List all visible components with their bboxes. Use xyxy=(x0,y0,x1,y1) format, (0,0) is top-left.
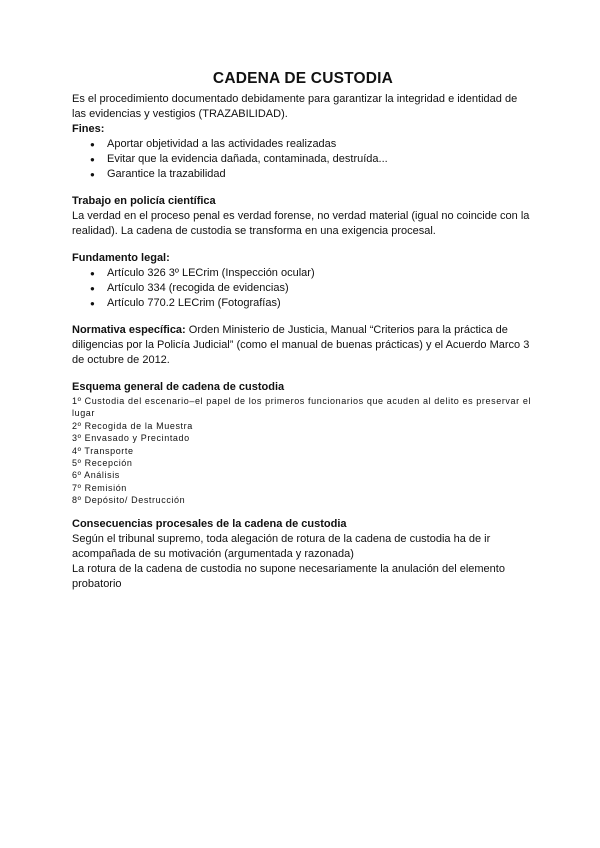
page-title: CADENA DE CUSTODIA xyxy=(212,70,394,87)
list-item: ● Evitar que la evidencia dañada, contaminada, destruída... xyxy=(107,152,534,167)
consecuencias-paragraph: La rotura de la cadena de custodia no supone necesariamente la anulación del elemento probatorio xyxy=(72,562,505,590)
list-item: ● Artículo 326 3º LECrim (Inspección ocular) xyxy=(107,266,534,281)
esquema-heading: Esquema general de cadena de custodia xyxy=(72,381,285,393)
fundamento-list xyxy=(72,266,534,311)
normativa-label: Normativa específica: xyxy=(72,324,186,336)
esquema-step: 3º Envasado y Precintado xyxy=(72,433,190,444)
esquema-step: 2º Recogida de la Muestra xyxy=(72,420,193,431)
fines-heading: Fines: xyxy=(72,123,105,135)
esquema-step: 5º Recepción xyxy=(72,458,133,469)
esquema-list xyxy=(72,395,534,507)
normativa-text: Orden Ministerio de Justicia, Manual “Criterios para la práctica de diligencias por la Policía Judicial” (como el manual de buenas prácticas) y el Acuerdo Marco 3 de octubre de 2012. xyxy=(72,324,530,366)
trabajo-heading: Trabajo en policía científica xyxy=(72,195,216,207)
normativa-paragraph xyxy=(72,323,534,368)
esquema-step: 7º Remisión xyxy=(72,482,127,493)
trabajo-paragraph: La verdad en el proceso penal es verdad forense, no verdad material (igual no coincide con la realidad). La cadena de custodia se transforma en una exigencia procesal. xyxy=(72,210,530,237)
esquema-step: 1º Custodia del escenario–el papel de los primeros funcionarios que acuden al delito es preservar el lugar xyxy=(72,396,532,419)
intro-paragraph: Es el procedimiento documentado debidamente para garantizar la integridad e identidad de las evidencias y vestigios (TRAZABILIDAD). xyxy=(72,93,518,120)
esquema-step: 8º Depósito/ Destrucción xyxy=(72,495,186,506)
consecuencias-paragraph: Según el tribunal supremo, toda alegación de rotura de la cadena de custodia ha de ir acompañada de su motivación (argumentada y razonada) xyxy=(72,532,491,560)
fundamento-heading: Fundamento legal: xyxy=(72,252,170,264)
esquema-step: 4º Transporte xyxy=(72,445,134,456)
list-item: ● Aportar objetividad a las actividades realizadas xyxy=(107,137,534,152)
list-item: ● Garantice la trazabilidad xyxy=(107,167,534,182)
consecuencias-heading: Consecuencias procesales de la cadena de custodia xyxy=(72,517,347,530)
fines-list xyxy=(72,137,534,182)
list-item: ● Artículo 770.2 LECrim (Fotografías) xyxy=(107,296,534,311)
document-page xyxy=(72,70,534,592)
esquema-step: 6º Análisis xyxy=(72,470,120,481)
list-item: ● Artículo 334 (recogida de evidencias) xyxy=(107,281,534,296)
